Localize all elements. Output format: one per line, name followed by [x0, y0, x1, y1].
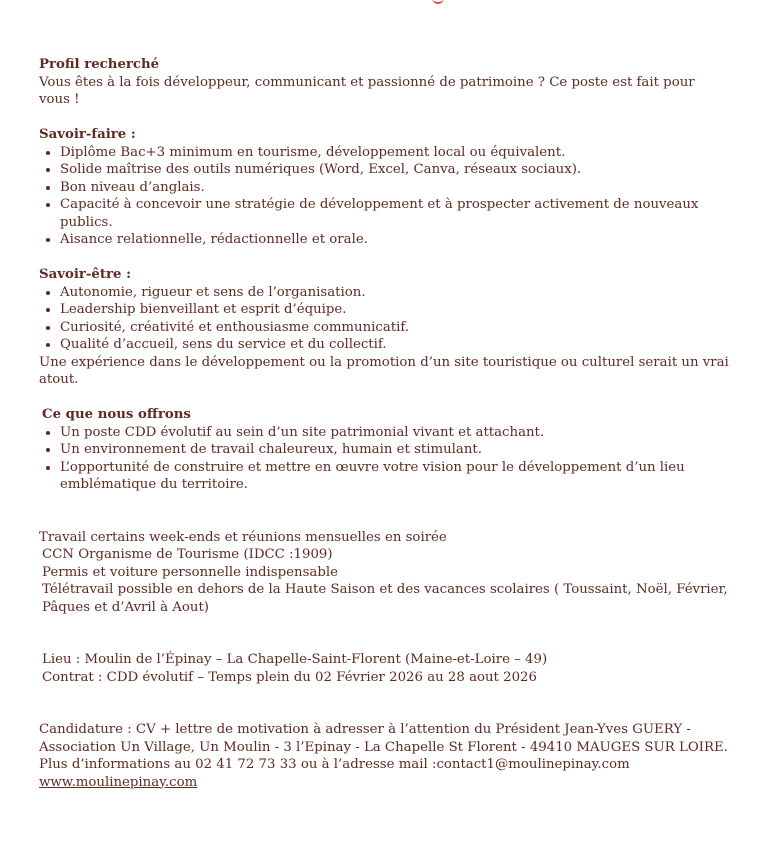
offre-heading: Ce que nous offrons	[42, 407, 191, 422]
list-item: • L’opportunité de construire et mettre en œuvre votre vision pour le développement d’un lieu emblématique du territoire.	[60, 459, 729, 494]
offre-list	[39, 424, 729, 494]
list-item: • Un environnement de travail chaleureux, humain et stimulant.	[60, 441, 729, 459]
website-link[interactable]: www.moulinepinay.com	[39, 774, 198, 790]
list-item: • Curiosité, créativité et enthousiasme communicatif.	[60, 319, 729, 337]
list-item: • Leadership bienveillant et esprit d’équipe.	[60, 301, 729, 319]
list-item: • Aisance relationnelle, rédactionnelle et orale.	[60, 231, 729, 249]
condition-teletravail: Télétravail possible en dehors de la Haute Saison et des vacances scolaires ( Toussaint, Noël, Février, Pâques et d’Avril à Aout)	[42, 582, 728, 615]
list-item: • Bon niveau d’anglais.	[60, 179, 729, 197]
candidature-contact: Plus d’informations au 02 41 72 73 33 ou à l’adresse mail :contact1@moulinepinay.com	[39, 757, 630, 772]
list-item: • Solide maîtrise des outils numériques (Word, Excel, Canva, réseaux sociaux).	[60, 161, 729, 179]
list-item: • Autonomie, rigueur et sens de l’organisation.	[60, 284, 729, 302]
condition-ccn: CCN Organisme de Tourisme (IDCC :1909)	[42, 547, 333, 562]
experience-note: Une expérience dans le développement ou la promotion d’un site touristique ou culturel serait un vrai atout.	[39, 354, 729, 387]
savoir-faire-heading: Savoir-faire :	[39, 127, 136, 142]
job-offer-document	[39, 56, 729, 791]
list-item: • Qualité d’accueil, sens du service et du collectif.	[60, 336, 729, 354]
profil-intro: Vous êtes à la fois développeur, communicant et passionné de patrimoine ? Ce poste est fait pour vous !	[39, 74, 695, 107]
savoir-faire-list	[39, 144, 729, 249]
list-item: • Un poste CDD évolutif au sein d’un site patrimonial vivant et attachant.	[60, 424, 729, 442]
poste-lieu: Lieu : Moulin de l’Épinay – La Chapelle-Saint-Florent (Maine-et-Loire – 49)	[42, 652, 548, 667]
savoir-etre-list	[39, 284, 729, 354]
poste-contrat: Contrat : CDD évolutif – Temps plein du 02 Février 2026 au 28 aout 2026	[42, 669, 537, 685]
list-item: • Diplôme Bac+3 minimum en tourisme, développement local ou équivalent.	[60, 144, 729, 162]
list-item: • Capacité à concevoir une stratégie de développement et à prospecter activement de nouveaux publics.	[60, 196, 729, 231]
condition-permis: Permis et voiture personnelle indispensable	[42, 564, 338, 580]
condition-weekends: Travail certains week-ends et réunions mensuelles en soirée	[39, 529, 447, 545]
decorative-mark	[432, 0, 444, 4]
savoir-etre-heading: Savoir-être :	[39, 267, 131, 282]
profil-heading: Profil recherché	[39, 57, 160, 72]
candidature-address: Candidature : CV + lettre de motivation à adresser à l’attention du Président Jean-Yves GUERY - Association Un Village, Un Moulin - 3 l’Epinay - La Chapelle St Florent - 49410 MAUGES SUR LOIRE.	[39, 722, 728, 755]
